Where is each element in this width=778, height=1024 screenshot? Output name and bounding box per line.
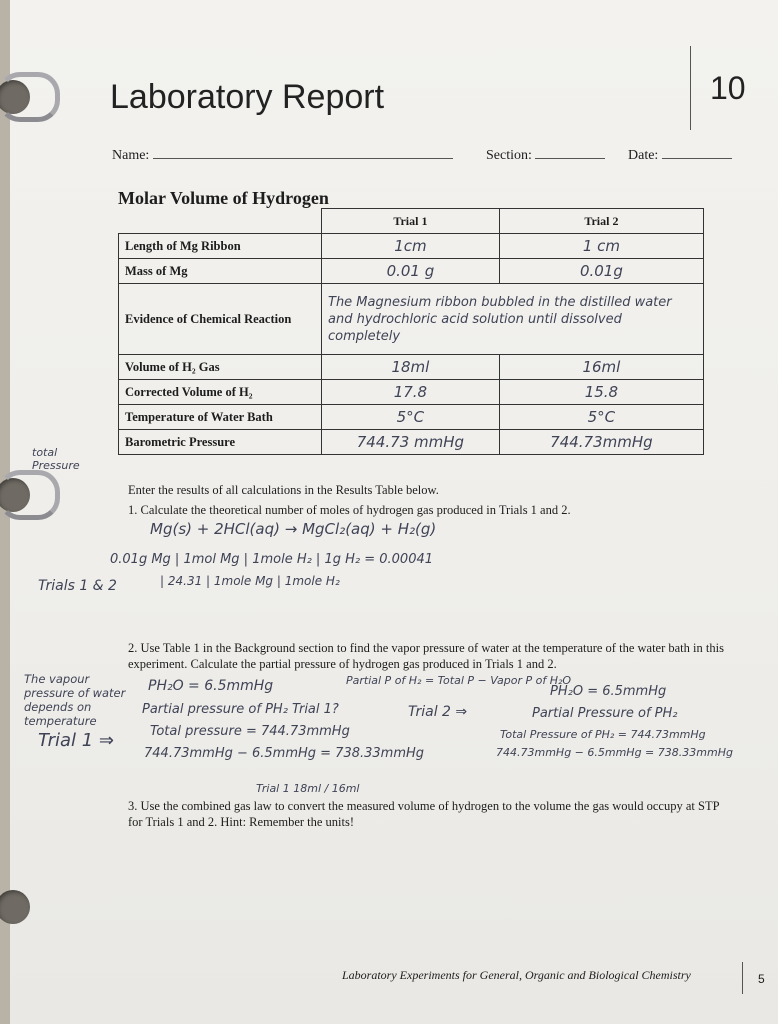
trials-note: Trials 1 & 2 <box>38 578 117 594</box>
name-line[interactable] <box>153 146 453 159</box>
row-label: Corrected Volume of H₂ <box>119 380 322 405</box>
trial-1-value: 18ml <box>322 355 500 380</box>
trial-2-value: 0.01g <box>499 259 703 284</box>
report-title: Laboratory Report <box>110 78 385 116</box>
q2-trial2-vapor: PH₂O = 6.5mmHg <box>550 684 667 699</box>
binder-hole-bottom <box>0 890 30 924</box>
q1-equation: Mg(s) + 2HCl(aq) → MgCl₂(aq) + H₂(g) <box>150 520 437 538</box>
q1-work: 0.01g Mg | 1mol Mg | 1mole H₂ | 1g H₂ = 0.00041 <box>110 552 434 567</box>
row-label: Barometric Pressure <box>119 430 322 455</box>
row-label: Temperature of Water Bath <box>119 405 322 430</box>
date-field[interactable] <box>628 146 732 164</box>
q2-trial2-partial: Partial Pressure of PH₂ <box>532 706 678 721</box>
q1-work-units: | 24.31 | 1mole Mg | 1mole H₂ <box>160 574 340 588</box>
table-row <box>119 284 704 355</box>
table-corner <box>119 209 322 234</box>
trial-2-value: 15.8 <box>499 380 703 405</box>
section-field[interactable] <box>486 146 605 164</box>
trial-2-value: 744.73mmHg <box>499 430 703 455</box>
question-1: 1. Calculate the theoretical number of moles of hydrogen gas produced in Trials 1 and 2. <box>128 503 571 517</box>
page-number: 5 <box>758 972 765 986</box>
row-label: Mass of Mg <box>119 259 322 284</box>
table-row <box>119 405 704 430</box>
worksheet-page <box>10 0 778 1024</box>
footer-book-title: Laboratory Experiments for General, Organic and Biological Chemistry <box>342 968 691 982</box>
table-row <box>119 234 704 259</box>
chapter-divider <box>690 46 691 130</box>
binder-ring-middle <box>0 470 60 520</box>
row-label: Length of Mg Ribbon <box>119 234 322 259</box>
q2-trial1-label: Trial 1 ⇒ <box>38 730 115 751</box>
date-line[interactable] <box>662 146 732 159</box>
q3-note: Trial 1 18ml / 16ml <box>256 782 360 795</box>
question-2: 2. Use Table 1 in the Background section to find the vapor pressure of water at the temperature of the water bath in this experiment. Calculate the partial pressure of hydrogen gas produced in Trials 1 and 2. <box>128 641 724 671</box>
trial-2-value: 1 cm <box>499 234 703 259</box>
trial-1-value: 1cm <box>322 234 500 259</box>
q2-trial1-vapor: PH₂O = 6.5mmHg <box>148 678 274 694</box>
q2-trial2-label: Trial 2 ⇒ <box>408 704 468 720</box>
name-label: Name: <box>112 148 150 163</box>
table-row <box>119 259 704 284</box>
trial-2-value: 5°C <box>499 405 703 430</box>
q2-trial1-total: Total pressure = 744.73mmHg <box>150 724 350 739</box>
q2-trial2-calc: 744.73mmHg − 6.5mmHg = 738.33mmHg <box>496 746 733 759</box>
trial-1-value: 0.01 g <box>322 259 500 284</box>
date-label: Date: <box>628 148 659 163</box>
section-label: Section: <box>486 148 532 163</box>
name-field[interactable] <box>112 146 453 164</box>
section-title: Molar Volume of Hydrogen <box>118 188 329 208</box>
q2-trial1-calc: 744.73mmHg − 6.5mmHg = 738.33mmHg <box>144 746 425 761</box>
reaction-evidence-note: The Magnesium ribbon bubbled in the distilled water and hydrochloric acid solution until dissolved completely <box>322 284 704 355</box>
question-3: 3. Use the combined gas law to convert the measured volume of hydrogen to the volume the gas would occupy at STP for Trials 1 and 2. Hint: Remember the units! <box>128 799 720 829</box>
table-row <box>119 380 704 405</box>
trial-1-value: 5°C <box>322 405 500 430</box>
header-trial-2: Trial 2 <box>499 209 703 234</box>
instructions-text: Enter the results of all calculations in the Results Table below. <box>128 483 439 497</box>
vapor-pressure-note: The vapour pressure of water depends on temperature <box>24 672 126 728</box>
total-pressure-note: total Pressure <box>32 446 80 472</box>
row-label: Volume of H₂ Gas <box>119 355 322 380</box>
trial-1-value: 744.73 mmHg <box>322 430 500 455</box>
row-label: Evidence of Chemical Reaction <box>119 284 322 355</box>
q2-formula-note: Partial P of H₂ = Total P − Vapor P of H₂O <box>346 674 572 687</box>
table-row <box>119 430 704 455</box>
binder-ring-top <box>0 72 60 122</box>
trial-2-value: 16ml <box>499 355 703 380</box>
q2-trial1-partial: Partial pressure of PH₂ Trial 1? <box>142 702 339 717</box>
footer-divider <box>742 962 743 994</box>
table-row <box>119 355 704 380</box>
q2-trial2-total: Total Pressure of PH₂ = 744.73mmHg <box>500 728 706 741</box>
data-table <box>118 208 704 455</box>
header-trial-1: Trial 1 <box>322 209 500 234</box>
chapter-number: 10 <box>710 70 746 106</box>
section-line[interactable] <box>535 146 605 159</box>
trial-1-value: 17.8 <box>322 380 500 405</box>
